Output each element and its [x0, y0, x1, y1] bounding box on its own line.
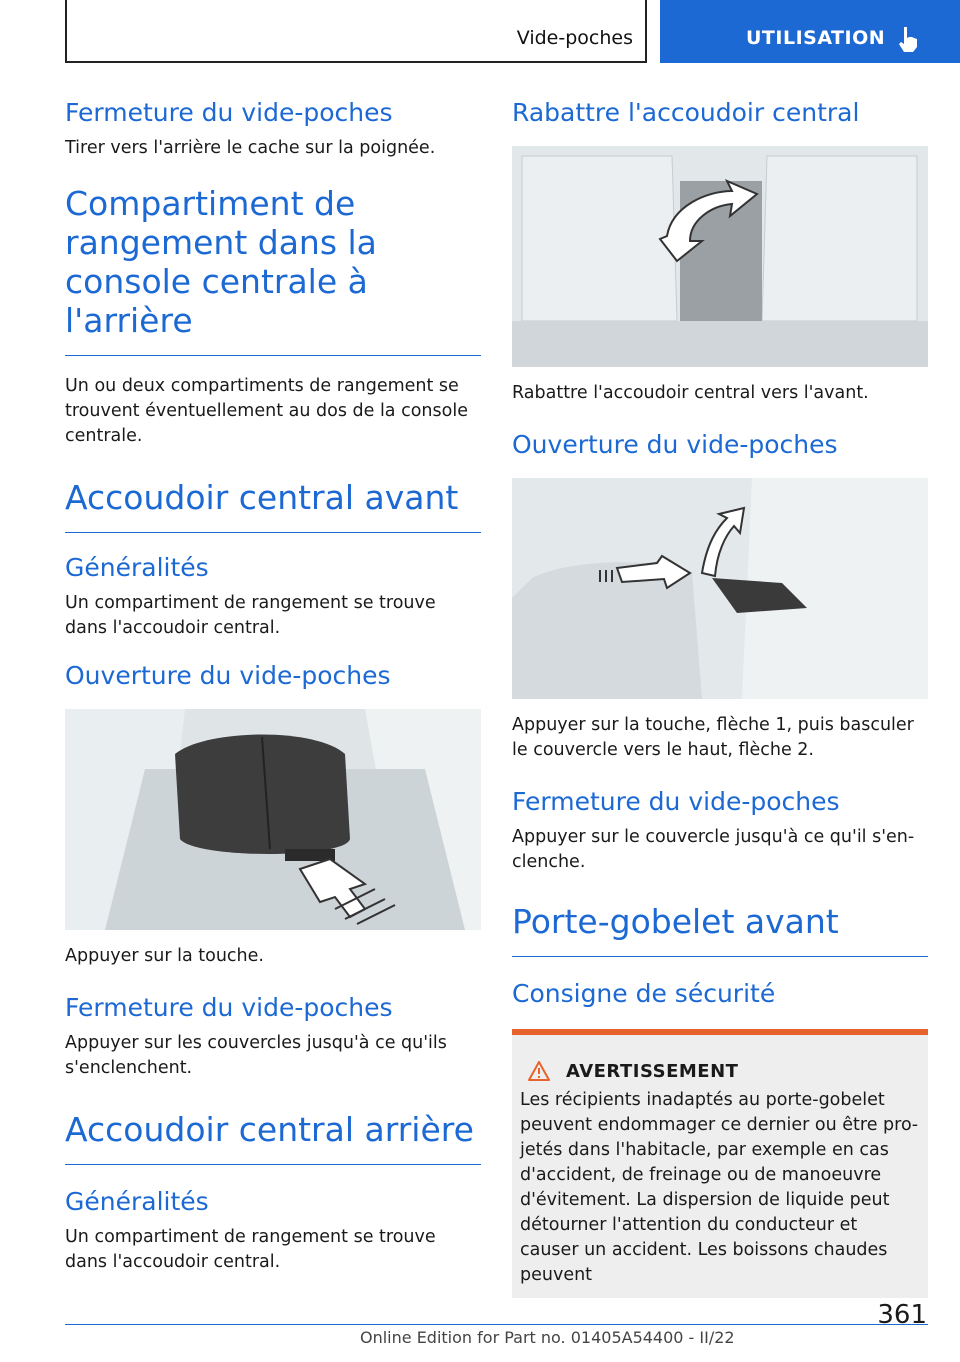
fold-armrest-illustration — [512, 146, 928, 367]
warning-title: AVERTISSEMENT — [566, 1060, 739, 1082]
text-close-front: Appuyer sur les couvercles jusqu'à ce qu'ils s'enclenchent. — [65, 1032, 447, 1078]
text-open-rear: Appuyer sur la touche, flèche 1, puis basculer le couvercle vers le haut, flèche 2. — [512, 715, 914, 760]
heading-close-front: Fermeture du vide-poches — [65, 992, 393, 1022]
footer-divider — [65, 1324, 928, 1325]
heading-fold-armrest: Rabattre l'accoudoir central — [512, 98, 860, 127]
header-chapter-title: UTILISATION — [746, 27, 886, 49]
section-divider — [65, 532, 481, 533]
text-close-compartment: Tirer vers l'arrière le cache sur la poignée. — [65, 138, 436, 158]
heading-rear-console-storage: Compartiment de rangement dans la console centrale à l'arrière — [65, 184, 377, 340]
pointing-hand-icon — [896, 25, 920, 53]
heading-close-rear: Fermeture du vide-poches — [512, 787, 840, 816]
heading-open-front: Ouverture du vide-poches — [65, 660, 391, 690]
section-divider — [512, 956, 928, 957]
page-number: 361 — [877, 1300, 927, 1330]
heading-open-rear: Ouverture du vide-poches — [512, 430, 838, 459]
text-general-front: Un compartiment de rangement se trouve dans l'accoudoir central. — [65, 592, 436, 638]
header-section-box — [65, 0, 647, 63]
text-close-rear: Appuyer sur le couvercle jusqu'à ce qu'il s'enclenche. — [512, 827, 915, 872]
heading-general-front: Généralités — [65, 552, 209, 582]
section-divider — [65, 355, 481, 356]
heading-front-armrest: Accoudoir central avant — [65, 477, 459, 517]
section-divider — [65, 1164, 481, 1165]
warning-text: Les récipients inadaptés au porte-gobelet peuvent endommager ce dernier ou être projetés dans l'habitacle, par exemple en cas d'accident, de freinage ou de manoeuvre d'évitement. La dispersion de liquide peut détourner l'attention du conducteur et causer un accident. Les boissons chaudes peuvent — [520, 1089, 919, 1285]
text-general-rear: Un compartiment de rangement se trouve dans l'accoudoir central. — [65, 1226, 436, 1272]
heading-close-compartment: Fermeture du vide-poches — [65, 98, 393, 127]
left-column — [65, 98, 481, 1275]
front-armrest-illustration — [65, 709, 481, 930]
footer-edition: Online Edition for Part no. 01405A54400 - II/22 — [360, 1328, 735, 1347]
heading-safety: Consigne de sécurité — [512, 978, 776, 1008]
warning-triangle-icon — [528, 1061, 550, 1081]
header-section-title: Vide-poches — [516, 27, 633, 49]
text-fold-armrest: Rabattre l'accoudoir central vers l'avant. — [512, 383, 869, 403]
warning-box — [512, 1029, 928, 1298]
text-open-front: Appuyer sur la touche. — [65, 945, 264, 966]
heading-rear-armrest: Accoudoir central arrière — [65, 1109, 474, 1149]
header-chapter-tab — [660, 0, 960, 63]
right-column — [512, 98, 928, 1298]
rear-armrest-illustration — [512, 478, 928, 699]
heading-general-rear: Généralités — [65, 1186, 209, 1216]
text-rear-console-storage: Un ou deux compartiments de rangement se trouvent éventuellement au dos de la console centrale. — [65, 375, 468, 446]
heading-cupholder: Porte-gobelet avant — [512, 902, 839, 941]
